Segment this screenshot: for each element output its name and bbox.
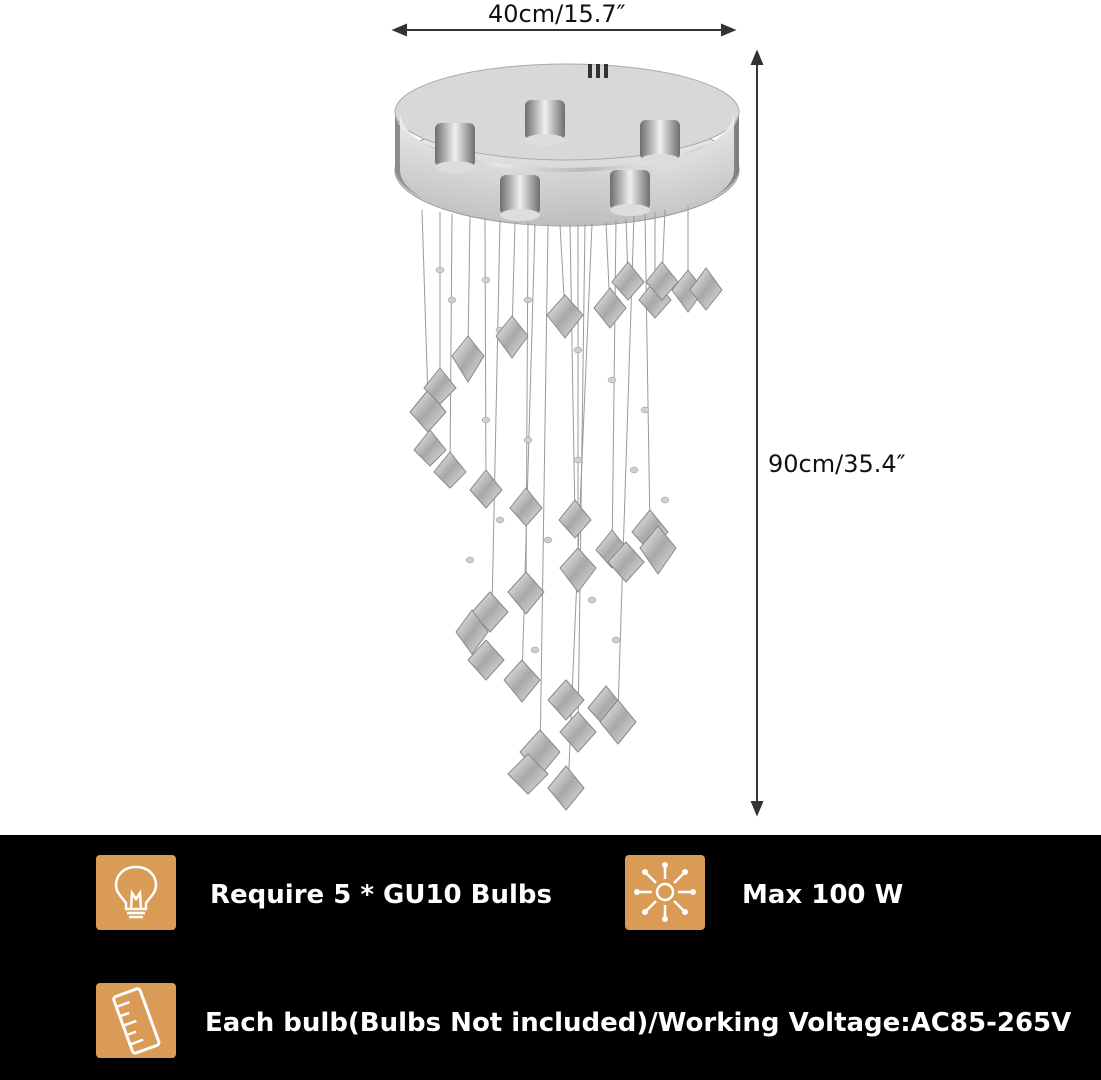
crystal-pendants (410, 262, 722, 810)
features-band (0, 835, 1101, 1080)
height-dimension-arrow (752, 52, 762, 814)
bulb-icon (96, 855, 176, 930)
feature-bulbs-text: Require 5 * GU10 Bulbs (210, 880, 552, 910)
feature-voltage-text: Each bulb(Bulbs Not included)/Working Voltage:AC85-265V (205, 1008, 1072, 1038)
feature-max-power-text: Max 100 W (742, 880, 904, 910)
height-dimension-label: 90cm/35.4″ (768, 450, 906, 478)
width-dimension-label: 40cm/15.7″ (488, 0, 626, 28)
ruler-icon (96, 983, 176, 1058)
power-icon (625, 855, 705, 930)
